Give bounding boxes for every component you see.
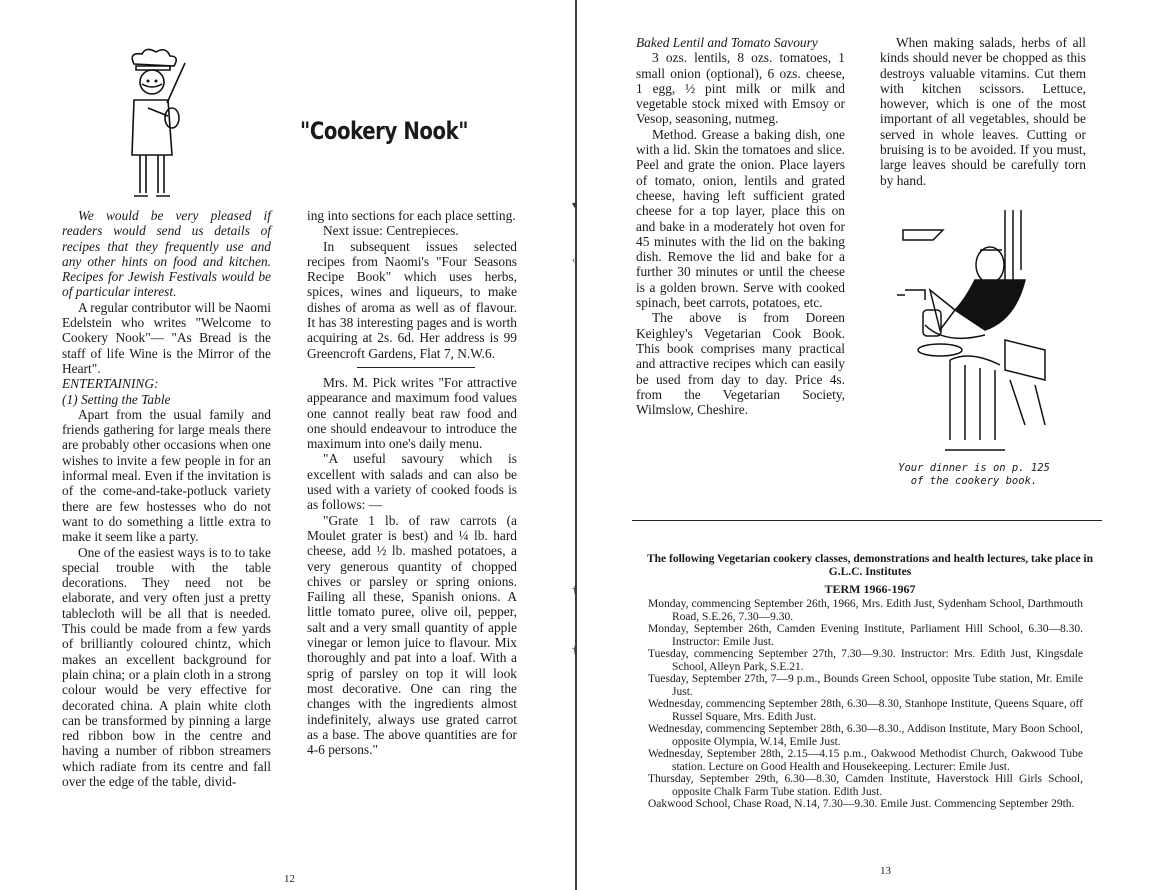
class-listing: Wednesday, commencing September 28th, 6.30—8.30., Addison Institute, Mary Boon School, opposite Olympia, W.14, Emile Just. [648,723,1083,748]
heading: ENTERTAINING: [62,376,159,392]
illustration-caption: Your dinner is on p. 125 of the cookery book. [898,462,1050,487]
paragraph: Method. Grease a baking dish, one with a lid. Skin the tomatoes and slice. Peel and grate the onion. Place layers of tomato, onion, lentils and grated cheese, having left sufficient grated cheese for a top layer, place this on and bake in a moderately hot oven for 45 minutes with the lid on the baking dish. Remove the lid and bake for a further 30 minutes or until the cheese is a golden brown. Serve with cooked spinach, beet carrots, potatoes, etc. [636,126,845,311]
subheading: (1) Setting the Table [62,391,171,407]
page-title: "Cookery Nook" [300,117,469,145]
binding-mark: † [572,645,577,656]
class-listing: Monday, September 26th, Camden Evening Institute, Parliament Hill School, 6.30—8.30. Instructor: Emile Just. [648,623,1083,648]
class-listing: Monday, commencing September 26th, 1966, Mrs. Edith Just, Sydenham School, Darthmouth Road, S.E.26, 7.30—9.30. [648,598,1083,623]
class-listing: Wednesday, commencing September 28th, 6.30—8.30, Stanhope Institute, Queens Square, off Russel Square, Mrs. Edith Just. [648,698,1083,723]
paragraph: Next issue: Centrepieces. [323,223,459,239]
classes-heading: The following Vegetarian cookery classes, demonstrations and health lectures, take place in G.L.C. Institutes [646,553,1094,578]
left-column-2 [307,208,517,757]
paragraph: One of the easiest ways is to to take special trouble with the table decorations. They need not be elaborate, and very often just a pretty tablecloth will be all that is needed. This could be made from a few yards of brilliantly coloured chintz, which makes an excellent background for plain china; or a plain cloth in a strong colour would be very effective for decorated china. A plain white cloth can be transformed by pinning a large red ribbon bow in the centre and having a number of ribbon streamers which radiate from its centre and fall over the edge of the table, divid- [62,544,271,789]
paragraph: The above is from Doreen Keighley's Vegetarian Cook Book. This book comprises many practical and attractive recipes which can easily be used from day to day. Price 4s. from the Vegetarian Society, Wilmslow, Cheshire. [636,310,845,418]
paragraph: "A useful savoury which is excellent with salads and can also be used with a variety of cooked foods is as follows: — [307,451,517,513]
intro: We would be very pleased if readers would send us details of recipes that they frequently use and any other hints on food and kitchen. Recipes for Jewish Festivals would be of particular interest. [62,208,271,300]
paragraph: Apart from the usual family and friends gathering for large meals there are probably other occasions when one wishes to invite a few people in for an informal meal. Even if the invitation is of the come-and-take-potluck variety there are few hostesses who do not want to do something a little extra to make it seem like a party. [62,406,271,545]
paragraph: ing into sections for each place setting. [307,208,516,223]
binding-mark: ‹ [572,255,576,266]
class-listing: Tuesday, commencing September 27th, 7.30—9.30. Instructor: Mrs. Edith Just, Kingsdale School, Alleyn Park, S.E.21. [648,648,1083,673]
class-listing: Oakwood School, Chase Road, N.14, 7.30—9.30. Emile Just. Commencing September 29th. [648,798,1075,810]
page-number-right: 13 [880,865,891,877]
left-column-1 [62,208,271,789]
right-column-1 [636,35,845,417]
subheading: Baked Lentil and Tomato Savoury [636,35,818,50]
page-number-left: 12 [284,873,295,885]
paragraph: 3 ozs. lentils, 8 ozs. tomatoes, 1 small onion (optional), 6 ozs. cheese, 1 egg, ½ pint milk or milk and vegetable stock mixed with Emsoy or Vesop, seasoning, nutmeg. [636,50,845,127]
class-listing: Wednesday, September 28th, 2.15—4.15 p.m., Oakwood Methodist Church, Oakwood Tube station. Lecture on Good Health and Housekeeping. Lecturer: Emile Just. [648,748,1083,773]
binding-mark: ▾ [572,200,578,211]
paragraph: A regular contributor will be Naomi Edelstein who writes "Welcome to Cookery Nook"— "As Bread is the staff of life Wine is the Mirror of the Heart". [62,299,271,376]
right-column-2 [880,35,1086,188]
chef-violinist-illustration [112,48,192,203]
class-listing: Thursday, September 29th, 6.30—8.30, Camden Institute, Haverstock Hill Girls School, opposite Chalk Farm Tube station. Edith Just. [648,773,1083,798]
binding-mark: † [572,585,577,596]
paragraph: In subsequent issues selected recipes from Naomi's "Four Seasons Recipe Book" which uses herbs, spices, wines and liqueurs, to make dishes of aroma as well as of flavour. It has 38 interesting pages and is worth acquiring at 2s. 6d. Her address is 99 Greencroft Gardens, Flat 7, N.W.6. [307,238,517,361]
page-fold [575,0,577,890]
paragraph: When making salads, herbs of all kinds should never be chopped as this destroys valuable vitamins. Cut them with kitchen scissors. Lettuce, however, which is one of the most important of all vegetables, should be served in whole leaves. Cutting or bruising is to be avoided. If you must, large leaves should be carefully torn by hand. [880,35,1086,188]
man-reading-cookbook-illustration [895,210,1075,460]
term-label: TERM 1966-1967 [824,582,916,596]
left-page [0,0,578,890]
class-listing: Tuesday, September 27th, 7—9 p.m., Bounds Green School, opposite Tube station, Mr. Emile Just. [648,673,1083,698]
section-divider [632,520,1102,521]
paragraph: Mrs. M. Pick writes "For attractive appearance and maximum food values one cannot really beat raw food and one should endeavour to introduce the maximum into one's daily menu. [307,374,517,452]
section-divider [357,367,475,368]
classes-list [648,598,1083,811]
paragraph: "Grate 1 lb. of raw carrots (a Moulet grater is best) and ¼ lb. hard cheese, add ½ lb. mashed potatoes, a very generous quantity of chopped chives or parsley or spring onions. Failing all these, Spanish onions. A little tomato puree, olive oil, pepper, salt and a very small quantity of apple vinegar or lemon juice to flavour. Mix thoroughly and pat into a loaf. With a sprig of parsley on top it will look most decorative. One can ring the changes with the ingredients almost indefinitely, always use grated carrot as a base. The above quantities are for 4-6 persons." [307,512,517,758]
